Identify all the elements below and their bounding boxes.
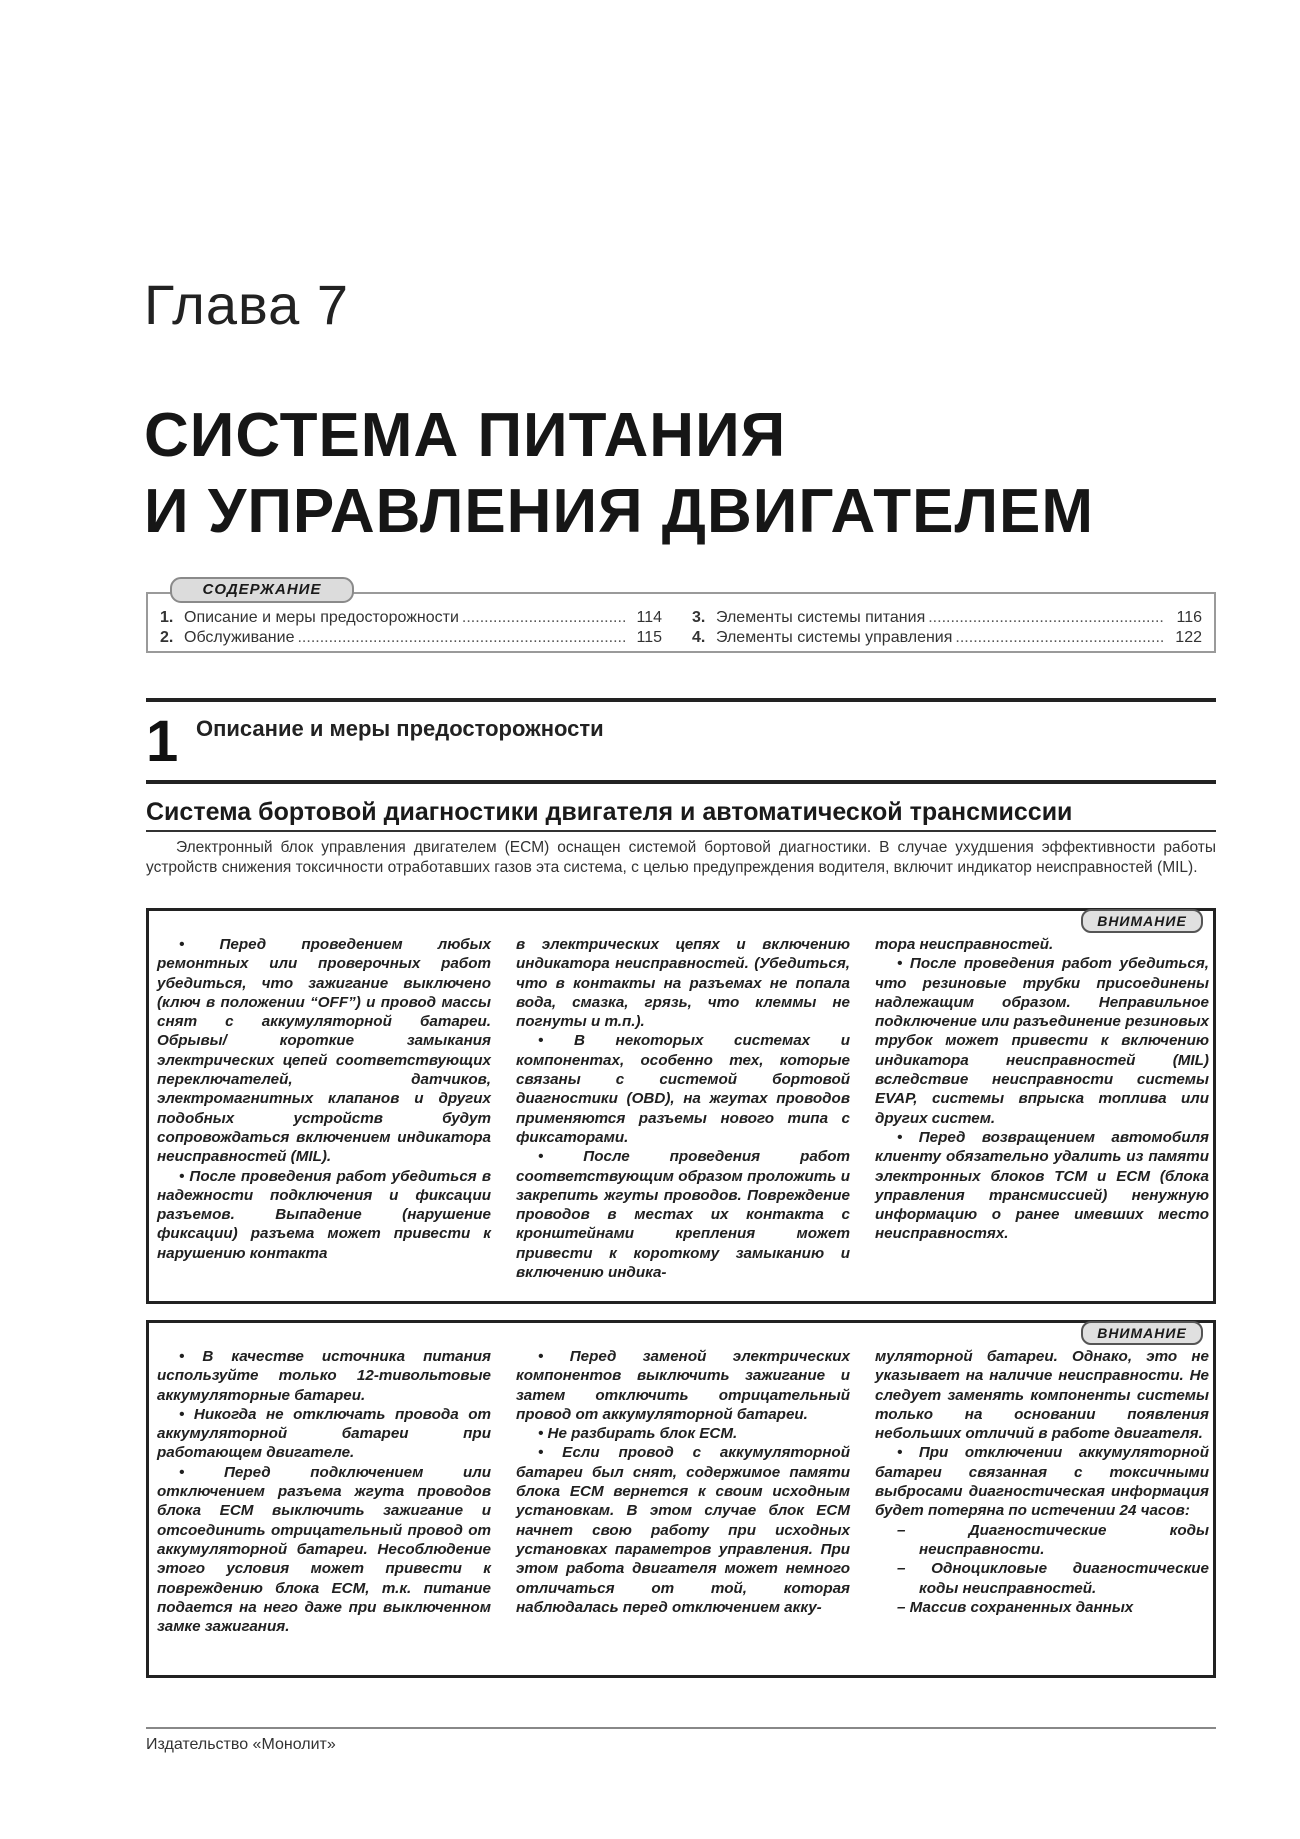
toc-leader-dots xyxy=(462,608,625,628)
warning-paragraph: • Перед заменой электрических компонентов выключить зажигание и затем отключить отрицательный провод от аккумуляторной батареи. xyxy=(516,1348,850,1423)
toc-item[interactable] xyxy=(160,608,662,628)
toc-leader-dots xyxy=(297,628,625,648)
toc-item[interactable] xyxy=(692,608,1202,628)
warning-list-item: – Массив сохраненных данных xyxy=(897,1598,1134,1616)
warning-paragraph: • Перед возвращением автомобиля клиенту обязательно удалить из памяти электронных блоков TCM и ECM (блока управления трансмиссией) ненужную информацию о ранее имевших место неисправностях. xyxy=(875,1128,1209,1243)
toc-leader-dots xyxy=(928,608,1165,628)
warning-list-item: – Одноцикловые диагностические коды неисправностей. xyxy=(897,1560,1209,1597)
chapter-label: Глава 7 xyxy=(144,273,349,336)
warning-column xyxy=(157,935,491,1263)
warning-box xyxy=(146,1320,1216,1678)
section-bottom-rule xyxy=(146,780,1216,784)
warning-paragraph: • Перед проведением любых ремонтных или проверочных работ убедиться, что зажигание выключено (ключ в положении “OFF”) и провод массы снят с аккумуляторной батареи. Обрывы/ короткие замыкания электрических цепей соответствующих переключателей, датчиков, электромагнитных клапанов и других подобных устройств будут сопровождаться включением индикатора неисправностей (MIL). xyxy=(157,936,491,1166)
chapter-title-line-2: И УПРАВЛЕНИЯ ДВИГАТЕЛЕМ xyxy=(144,477,1094,546)
warning-badge: ВНИМАНИЕ xyxy=(1081,1321,1203,1345)
warning-paragraph: • Если провод с аккумуляторной батареи был снят, содержимое памяти блока ECM вернется к своим исходным установкам. В этом случае блок ECM начнет свою работу при исходных установках параметров управления. При этом работа двигателя может немного отличаться от той, которая наблюдалась перед отключением акку- xyxy=(516,1444,850,1616)
toc-leader-dots xyxy=(955,628,1165,648)
toc-item-page: 114 xyxy=(636,609,662,626)
section-title: Описание и меры предосторожности xyxy=(196,716,604,741)
toc-item-number: 3. xyxy=(692,609,706,626)
toc-item-number: 1. xyxy=(160,609,174,626)
warning-paragraph: тора неисправностей. xyxy=(875,936,1054,953)
toc-item-page: 122 xyxy=(1175,629,1202,646)
warning-paragraph: • В некоторых системах и компонентах, особенно тех, которые связаны с системой бортовой диагностики (OBD), на жгутах проводов применяются разъемы нового типа с фиксаторами. xyxy=(516,1032,850,1146)
warning-paragraph: • Перед подключением или отключением разъема жгута проводов блока ECM выключить зажигание и отсоединить отрицательный провод от аккумуляторной батареи. Несоблюдение этого условия может привести к повреждению блока ECM, т.к. питание подается на него даже при выключенном замке зажигания. xyxy=(157,1463,491,1636)
warning-column xyxy=(875,935,1209,1244)
warning-badge: ВНИМАНИЕ xyxy=(1081,909,1203,933)
warning-paragraph: • При отключении аккумуляторной батареи связанная с токсичными выбросами диагностическая информация будет потеряна по истечении 24 часов: xyxy=(875,1444,1209,1520)
warning-paragraph: • После проведения работ убедиться в надежности подключения и фиксации разъемов. Выпадение (нарушение фиксации) разъема может привести к нарушению контакта xyxy=(157,1167,491,1262)
section-top-rule xyxy=(146,698,1216,702)
chapter-title-line-1: СИСТЕМА ПИТАНИЯ xyxy=(144,401,787,470)
warning-column xyxy=(157,1347,491,1636)
chapter-title xyxy=(144,398,1094,550)
subsection-rule xyxy=(146,830,1216,832)
warning-paragraph: в электрических цепях и включению индикатора неисправностей. (Убедиться, что в контакты на разъемах не попала вода, смазка, грязь, что клеммы не погнуты и т.п.). xyxy=(516,936,850,1031)
toc-item-page: 115 xyxy=(636,629,662,646)
toc-header: СОДЕРЖАНИЕ xyxy=(170,577,354,603)
toc-item-label: Описание и меры предосторожности xyxy=(184,609,459,626)
warning-paragraph: • Никогда не отключать провода от аккумуляторной батареи при работающем двигателе. xyxy=(157,1405,491,1462)
toc-item-label: Обслуживание xyxy=(184,629,295,646)
warning-column xyxy=(516,1347,850,1617)
intro-paragraph: Электронный блок управления двигателем (ECM) оснащен системой бортовой диагностики. В случае ухудшения эффективности работы устройств снижения токсичности отработавших газов эта система, с целью предупреждения водителя, включит индикатор неисправностей (MIL). xyxy=(146,839,1216,876)
warning-paragraph: • В качестве источника питания используйте только 12-тивольтовые аккумуляторные батареи. xyxy=(157,1348,491,1404)
toc-item-label: Элементы системы питания xyxy=(716,609,926,626)
warning-box xyxy=(146,908,1216,1304)
toc-item[interactable] xyxy=(692,628,1202,648)
publisher-footer: Издательство «Монолит» xyxy=(146,1736,336,1753)
warning-list-item: – Диагностические коды неисправности. xyxy=(897,1521,1209,1558)
subsection-title: Система бортовой диагностики двигателя и автоматической трансмиссии xyxy=(146,798,1073,826)
warning-column xyxy=(516,935,850,1282)
toc-item[interactable] xyxy=(160,628,662,648)
warning-paragraph: муляторной батареи. Однако, это не указывает на наличие неисправности. Не следует заменять компоненты системы только на основании появления небольших отличий в работе двигателя. xyxy=(875,1348,1209,1443)
warning-paragraph: • После проведения работ убедиться, что резиновые трубки присоединены надлежащим образом. Неправильное подключение или разъединение резиновых трубок может привести к включению индикатора неисправностей (MIL) вследствие неисправности системы EVAP, системы впрыска топлива или других систем. xyxy=(875,955,1209,1127)
toc-item-number: 2. xyxy=(160,629,174,646)
section-number: 1 xyxy=(146,709,179,774)
warning-paragraph: • Не разбирать блок ECM. xyxy=(538,1425,738,1443)
toc-item-page: 116 xyxy=(1176,609,1202,626)
warning-column xyxy=(875,1347,1209,1617)
footer-rule xyxy=(146,1727,1216,1729)
warning-paragraph: • После проведения работ соответствующим образом проложить и закрепить жгуты проводов. Повреждение проводов в местах их контакта с кронштейнами крепления может привести к короткому замыканию и включению индика- xyxy=(516,1148,850,1282)
toc-item-label: Элементы системы управления xyxy=(716,629,953,646)
toc-item-number: 4. xyxy=(692,629,706,646)
